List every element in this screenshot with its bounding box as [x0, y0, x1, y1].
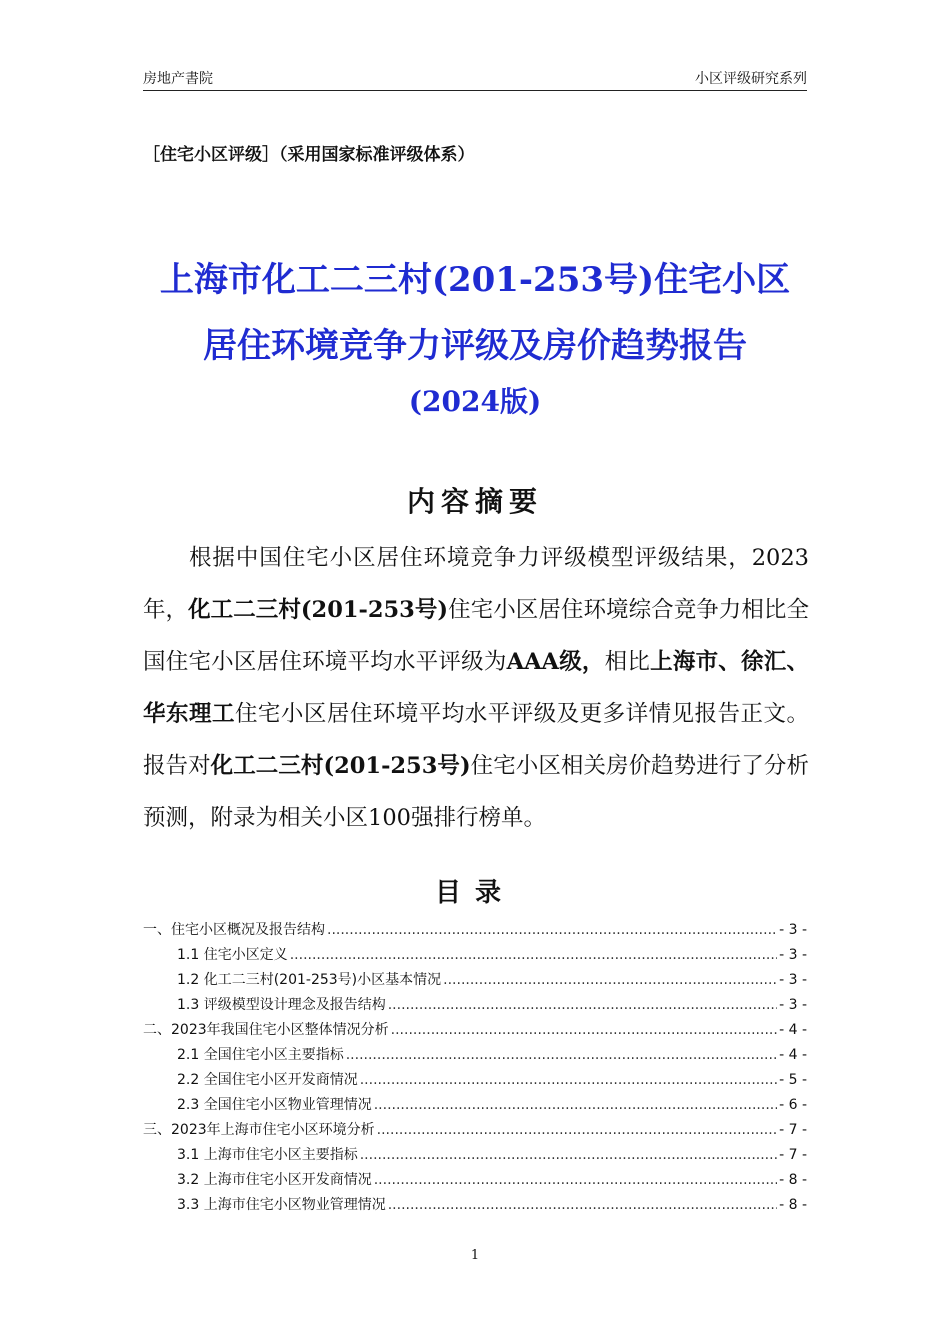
toc-item[interactable] [143, 1043, 807, 1068]
toc-leader [290, 943, 777, 968]
abstract-bold-2: AAA级， [506, 649, 605, 675]
page-number: 1 [470, 1248, 480, 1263]
toc-item[interactable] [143, 1143, 807, 1168]
toc-item-page: - 7 - [779, 1147, 807, 1163]
abstract-text-1: 根据中国住宅小区居住环境竞争力评级模型评级结果，2023年， [143, 545, 809, 623]
toc-item-label: 1.2 化工二三村(201-253号)小区基本情况 [177, 972, 442, 988]
table-of-contents [143, 918, 807, 1218]
toc-heading: 目录 [434, 878, 515, 908]
toc-item-label: 3.2 上海市住宅小区开发商情况 [177, 1172, 372, 1188]
toc-item-label: 1.3 评级模型设计理念及报告结构 [177, 997, 386, 1013]
toc-item-label: 2.1 全国住宅小区主要指标 [177, 1047, 344, 1063]
toc-item-page: - 8 - [779, 1197, 807, 1213]
toc-item-page: - 3 - [779, 972, 807, 988]
toc-item-page: - 3 - [779, 997, 807, 1013]
abstract-bold-3: 上海市、徐汇、华东理工 [143, 649, 809, 727]
title-line-2: 居住环境竞争力评级及房价趋势报告 [203, 326, 747, 366]
abstract-bold-4: 化工二三村(201-253号) [210, 753, 471, 779]
toc-item[interactable] [143, 1168, 807, 1193]
toc-leader [360, 1068, 777, 1093]
toc-item-label: 3.3 上海市住宅小区物业管理情况 [177, 1197, 386, 1213]
toc-item-label: 三、2023年上海市住宅小区环境分析 [143, 1122, 375, 1138]
toc-item[interactable] [143, 943, 807, 968]
toc-item-page: - 4 - [779, 1022, 807, 1038]
abstract-bold-1: 化工二三村(201-253号) [188, 597, 449, 623]
toc-leader [388, 1193, 777, 1218]
toc-leader [377, 1118, 777, 1143]
toc-item-label: 一、住宅小区概况及报告结构 [143, 922, 325, 938]
toc-item[interactable] [143, 1118, 807, 1143]
toc-item-page: - 4 - [779, 1047, 807, 1063]
toc-item[interactable] [143, 993, 807, 1018]
toc-leader [346, 1043, 777, 1068]
toc-item-label: 2.2 全国住宅小区开发商情况 [177, 1072, 358, 1088]
toc-item[interactable] [143, 1068, 807, 1093]
toc-leader [374, 1093, 777, 1118]
abstract-text-5: 住宅小区相关房价趋势进行了分析预测，附录为相关小区100强排行榜单。 [143, 753, 809, 831]
page-header [143, 68, 807, 91]
abstract-text-3: 相比 [604, 649, 651, 675]
abstract-heading: 内容摘要 [406, 485, 543, 518]
toc-item[interactable] [143, 1093, 807, 1118]
toc-item[interactable] [143, 1193, 807, 1218]
abstract-text-4: 住宅小区居住环境平均水平评级及更多详情见报告正文。报告对 [143, 701, 809, 779]
toc-item-page: - 3 - [779, 947, 807, 963]
title-line-3: (2024版) [408, 385, 542, 418]
toc-leader [388, 993, 777, 1018]
report-category: ［住宅小区评级］（采用国家标准评级体系） [143, 145, 475, 165]
title-line-1: 上海市化工二三村(201-253号)住宅小区 [159, 260, 791, 300]
abstract-text-2: 住宅小区居住环境综合竞争力相比全国住宅小区居住环境平均水平评级为 [143, 597, 809, 675]
toc-leader [374, 1168, 777, 1193]
toc-leader [391, 1018, 777, 1043]
toc-item-label: 3.1 上海市住宅小区主要指标 [177, 1147, 358, 1163]
toc-item-label: 1.1 住宅小区定义 [177, 947, 288, 963]
toc-leader [360, 1143, 777, 1168]
toc-item-page: - 6 - [779, 1097, 807, 1113]
toc-item-page: - 8 - [779, 1172, 807, 1188]
header-left: 房地产書院 [143, 71, 213, 87]
header-right: 小区评级研究系列 [695, 71, 807, 87]
abstract-paragraph [143, 532, 809, 844]
toc-leader [327, 918, 777, 943]
toc-item-label: 二、2023年我国住宅小区整体情况分析 [143, 1022, 389, 1038]
toc-leader [443, 968, 777, 993]
toc-item-page: - 3 - [779, 922, 807, 938]
toc-item[interactable] [143, 968, 807, 993]
toc-item[interactable] [143, 1018, 807, 1043]
toc-item[interactable] [143, 918, 807, 943]
toc-item-label: 2.3 全国住宅小区物业管理情况 [177, 1097, 372, 1113]
toc-item-page: - 5 - [779, 1072, 807, 1088]
toc-item-page: - 7 - [779, 1122, 807, 1138]
